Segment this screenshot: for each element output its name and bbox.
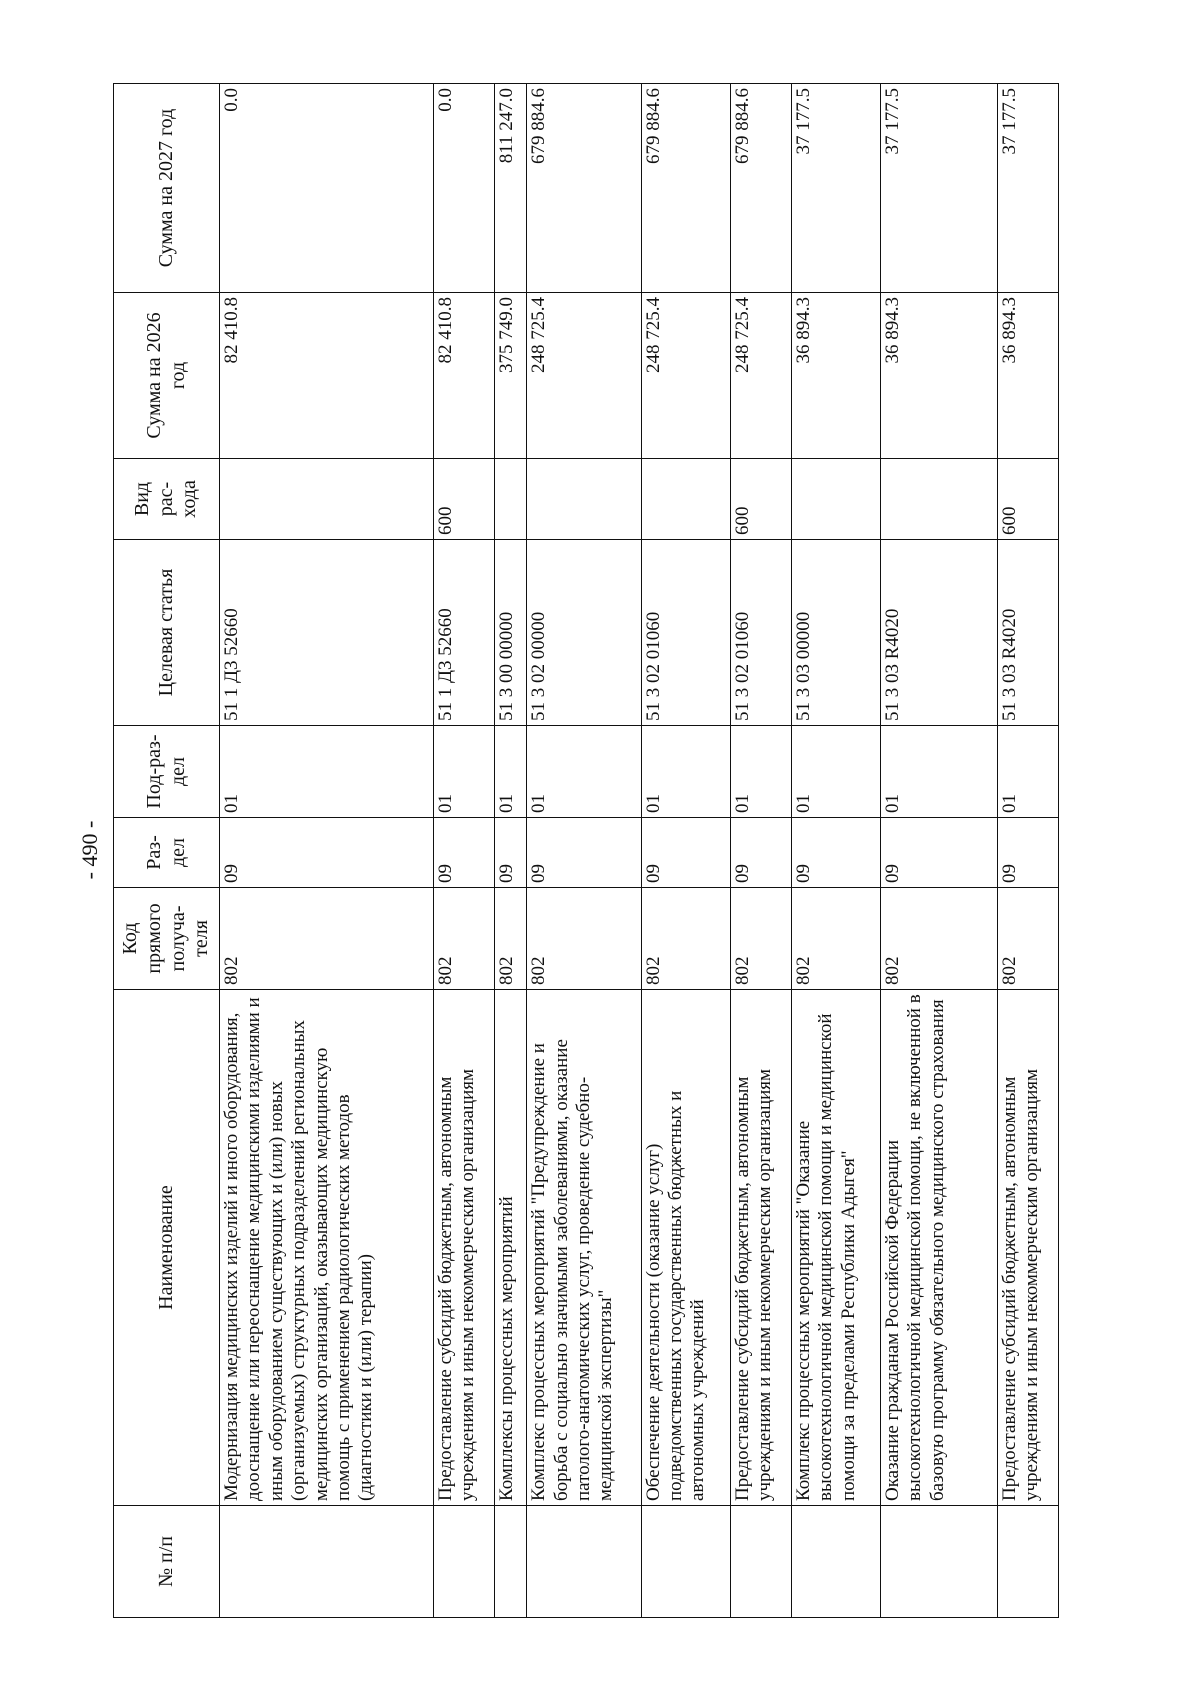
cell-vid: 600	[997, 459, 1058, 540]
cell-name: Оказание гражданам Российской Федерации высокотехнологичной медицинской помощи, не включенной в базовую программу обязательного медицинского страхования	[881, 990, 998, 1506]
cell-name: Предоставление субсидий бюджетным, автономным учреждениям и иным некоммерческим организациям	[433, 990, 494, 1506]
cell-vid: 600	[433, 459, 494, 540]
cell-sum2026: 248 725.4	[641, 293, 730, 459]
cell-num	[641, 1506, 730, 1618]
table-row	[527, 84, 641, 1618]
cell-vid	[881, 459, 998, 540]
cell-sum2027: 679 884.6	[641, 84, 730, 293]
cell-sum2027: 37 177.5	[881, 84, 998, 293]
cell-sum2027: 679 884.6	[730, 84, 791, 293]
cell-sum2026: 375 749.0	[495, 293, 527, 459]
cell-code: 802	[792, 888, 881, 990]
budget-table	[113, 83, 1059, 1618]
cell-podrazdel: 01	[495, 726, 527, 818]
cell-name: Обеспечение деятельности (оказание услуг) подведомственных государственных бюджетных и автономных учреждений	[641, 990, 730, 1506]
cell-podrazdel: 01	[997, 726, 1058, 818]
cell-razdel: 09	[881, 818, 998, 888]
cell-razdel: 09	[730, 818, 791, 888]
cell-sum2027: 811 247.0	[495, 84, 527, 293]
cell-name: Комплекс процессных мероприятий "Оказание высокотехнологичной медицинской помощи и медицинской помощи за пределами Республики Адыгея"	[792, 990, 881, 1506]
cell-vid	[220, 459, 434, 540]
cell-statya: 51 3 02 01060	[641, 540, 730, 726]
cell-sum2027: 37 177.5	[792, 84, 881, 293]
col-header-name: Наименование	[114, 990, 220, 1506]
cell-sum2026: 248 725.4	[527, 293, 641, 459]
cell-statya: 51 3 03 00000	[792, 540, 881, 726]
table-row	[881, 84, 998, 1618]
col-header-num: № п/п	[114, 1506, 220, 1618]
cell-vid	[527, 459, 641, 540]
table-row	[792, 84, 881, 1618]
cell-num	[730, 1506, 791, 1618]
cell-sum2027: 37 177.5	[997, 84, 1058, 293]
cell-code: 802	[433, 888, 494, 990]
cell-num	[527, 1506, 641, 1618]
table-header-row	[114, 84, 220, 1618]
cell-vid	[495, 459, 527, 540]
page-number: - 490 -	[77, 820, 102, 880]
cell-vid	[792, 459, 881, 540]
cell-sum2026: 82 410.8	[433, 293, 494, 459]
cell-sum2027: 0.0	[433, 84, 494, 293]
col-header-razdel: Раз-дел	[114, 818, 220, 888]
cell-razdel: 09	[527, 818, 641, 888]
col-header-vid: Вид рас-хода	[114, 459, 220, 540]
col-header-sum2027: Сумма на 2027 год	[114, 84, 220, 293]
cell-name: Модернизация медицинских изделий и иного оборудования, дооснащение или переоснащение медицинскими изделиями и иным оборудованием существующих и (или) новых (организуемых) структурных подразделений региональных медицинских организаций, оказывающих медицинскую помощь с применением радиологических методов (диагностики и (или) терапии)	[220, 990, 434, 1506]
cell-code: 802	[641, 888, 730, 990]
cell-statya: 51 1 Д3 52660	[433, 540, 494, 726]
cell-num	[997, 1506, 1058, 1618]
col-header-code: Код прямого получа-теля	[114, 888, 220, 990]
cell-sum2026: 82 410.8	[220, 293, 434, 459]
cell-vid	[641, 459, 730, 540]
table-row	[220, 84, 434, 1618]
cell-razdel: 09	[220, 818, 434, 888]
cell-statya: 51 3 02 00000	[527, 540, 641, 726]
table-row	[641, 84, 730, 1618]
cell-name: Предоставление субсидий бюджетным, автономным учреждениям и иным некоммерческим организациям	[730, 990, 791, 1506]
col-header-statya: Целевая статья	[114, 540, 220, 726]
table-row	[730, 84, 791, 1618]
cell-podrazdel: 01	[433, 726, 494, 818]
cell-vid: 600	[730, 459, 791, 540]
cell-podrazdel: 01	[792, 726, 881, 818]
cell-sum2026: 36 894.3	[881, 293, 998, 459]
cell-statya: 51 3 03 R4020	[997, 540, 1058, 726]
table-row	[433, 84, 494, 1618]
cell-statya: 51 3 00 00000	[495, 540, 527, 726]
cell-podrazdel: 01	[220, 726, 434, 818]
cell-num	[881, 1506, 998, 1618]
cell-sum2026: 36 894.3	[792, 293, 881, 459]
cell-num	[792, 1506, 881, 1618]
cell-name: Предоставление субсидий бюджетным, автономным учреждениям и иным некоммерческим организациям	[997, 990, 1058, 1506]
cell-name: Комплексы процессных мероприятий	[495, 990, 527, 1506]
col-header-sum2026: Сумма на 2026 год	[114, 293, 220, 459]
col-header-podrazdel: Под-раз-дел	[114, 726, 220, 818]
cell-code: 802	[527, 888, 641, 990]
cell-podrazdel: 01	[641, 726, 730, 818]
cell-sum2026: 36 894.3	[997, 293, 1058, 459]
cell-code: 802	[881, 888, 998, 990]
cell-razdel: 09	[433, 818, 494, 888]
rotated-table-container	[113, 84, 1059, 1618]
cell-podrazdel: 01	[730, 726, 791, 818]
table-row	[997, 84, 1058, 1618]
cell-razdel: 09	[792, 818, 881, 888]
cell-code: 802	[997, 888, 1058, 990]
cell-sum2027: 0.0	[220, 84, 434, 293]
cell-statya: 51 3 02 01060	[730, 540, 791, 726]
cell-statya: 51 3 03 R4020	[881, 540, 998, 726]
cell-podrazdel: 01	[881, 726, 998, 818]
cell-num	[220, 1506, 434, 1618]
table-row	[495, 84, 527, 1618]
cell-code: 802	[730, 888, 791, 990]
cell-razdel: 09	[641, 818, 730, 888]
cell-razdel: 09	[997, 818, 1058, 888]
cell-sum2026: 248 725.4	[730, 293, 791, 459]
cell-podrazdel: 01	[527, 726, 641, 818]
cell-name: Комплекс процессных мероприятий "Предупреждение и борьба с социально значимыми заболеваниями, оказание патолого-анатомических услуг, проведение судебно-медицинской экспертизы"	[527, 990, 641, 1506]
cell-num	[433, 1506, 494, 1618]
cell-num	[495, 1506, 527, 1618]
cell-code: 802	[495, 888, 527, 990]
cell-statya: 51 1 Д3 52660	[220, 540, 434, 726]
cell-razdel: 09	[495, 818, 527, 888]
cell-sum2027: 679 884.6	[527, 84, 641, 293]
cell-code: 802	[220, 888, 434, 990]
